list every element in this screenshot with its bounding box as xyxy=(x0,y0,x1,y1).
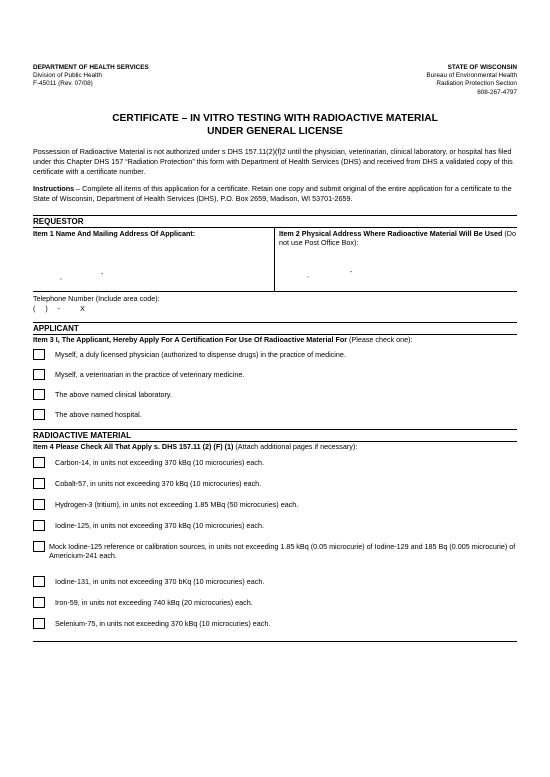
iodine-131-checkbox[interactable] xyxy=(33,576,45,587)
instructions-label: Instructions xyxy=(33,184,75,194)
hospital-label: The above named hospital. xyxy=(55,410,142,420)
state-name: STATE OF WISCONSIN xyxy=(447,64,517,71)
mock-iodine-125-checkbox[interactable] xyxy=(33,541,45,552)
zip-dash: - xyxy=(101,270,104,278)
telephone-format: ( ) - X xyxy=(33,303,85,313)
item4-title: Item 4 Please Check All That Apply s. DHS 157.11 (2) (F) (1) xyxy=(33,442,234,452)
cobalt-57-checkbox[interactable] xyxy=(33,478,45,489)
applicant-option xyxy=(33,409,517,429)
header-left xyxy=(33,64,149,97)
material-option xyxy=(33,576,517,597)
item1-label: Item 1 Name And Mailing Address Of Applicant: xyxy=(33,228,196,238)
radioactive-heading: RADIOACTIVE MATERIAL xyxy=(33,431,132,441)
material-option xyxy=(33,541,517,576)
instructions-paragraph xyxy=(33,184,517,204)
carbon-14-label: Carbon-14, in units not exceeding 370 kBq (10 microcuries) each. xyxy=(55,457,264,467)
iodine-125-checkbox[interactable] xyxy=(33,520,45,531)
form-header xyxy=(33,64,517,97)
phone-number: 608-267-4797 xyxy=(477,88,517,96)
item3-note: (Please check one): xyxy=(347,334,413,344)
material-option xyxy=(33,597,517,618)
physician-checkbox[interactable] xyxy=(33,349,45,360)
form-title xyxy=(33,112,517,139)
item4-note: (Attach additional pages if necessary): xyxy=(233,442,358,452)
material-option xyxy=(33,618,517,639)
title-line-1: CERTIFICATE – IN VITRO TESTING WITH RADIOACTIVE MATERIAL xyxy=(112,112,438,124)
applicant-option xyxy=(33,389,517,409)
clinical-laboratory-checkbox[interactable] xyxy=(33,389,45,400)
item4-label xyxy=(33,442,517,451)
material-option xyxy=(33,499,517,520)
physical-address-field[interactable] xyxy=(275,228,517,291)
hydrogen-3-checkbox[interactable] xyxy=(33,499,45,510)
carbon-14-checkbox[interactable] xyxy=(33,457,45,468)
header-right xyxy=(426,64,517,97)
hydrogen-3-label: Hydrogen-3 (tritium), in units not exceeding 1.85 MBq (50 microcuries) each. xyxy=(55,499,299,509)
division-name: Division of Public Health xyxy=(33,72,102,80)
item2-note: (Do not use Post Office Box): xyxy=(279,228,516,248)
telephone-field[interactable] xyxy=(33,292,517,322)
applicant-option xyxy=(33,349,517,369)
material-option xyxy=(33,457,517,478)
veterinarian-checkbox[interactable] xyxy=(33,369,45,380)
intro-paragraph: Possession of Radioactive Material is not authorized under s DHS 157.11(2)(f)2 until the physician, veterinarian, clinical laboratory, or hospital has filed under this Chapter DHS 157 “Radiation Protection” this form with Department of Health Services (DHS) and received from DHS a validated copy of this certificate with a certificate number. xyxy=(33,147,513,177)
physical-zip-dash: - xyxy=(350,268,353,276)
item2-title: Item 2 Physical Address Where Radioactive Material Will Be Used xyxy=(279,228,503,238)
applicant-option xyxy=(33,369,517,389)
requestor-heading: REQUESTOR xyxy=(33,216,84,226)
radioactive-options xyxy=(33,452,517,639)
instructions-text: – Complete all items of this application for a certificate. Retain one copy and submit original of the entire application for a certificate to the State of Wisconsin, Department of Health Services (DHS), P.O. Box 2659, Madison, WI 53701-2659. xyxy=(33,184,512,203)
telephone-label: Telephone Number (Include area code): xyxy=(33,293,160,303)
iodine-125-label: Iodine-125, in units not exceeding 370 kBq (10 microcuries) each. xyxy=(55,520,264,530)
hospital-checkbox[interactable] xyxy=(33,409,45,420)
requestor-address-row xyxy=(33,228,517,291)
selenium-75-checkbox[interactable] xyxy=(33,618,45,629)
cobalt-57-label: Cobalt-57, in units not exceeding 370 kBq (10 microcuries) each. xyxy=(55,478,262,488)
form-number: F-45011 (Rev. 07/08) xyxy=(33,80,93,88)
applicant-options xyxy=(33,344,517,429)
physician-label: Myself, a duly licensed physician (authorized to dispense drugs) in the practice of medicine. xyxy=(55,350,346,360)
city-state-comma: , xyxy=(60,273,62,281)
iodine-131-label: Iodine-131, in units not exceeding 370 bKq (10 microcuries) each. xyxy=(55,576,265,586)
selenium-75-label: Selenium-75, in units not exceeding 370 kBq (10 microcuries) each. xyxy=(55,618,271,628)
department-name: DEPARTMENT OF HEALTH SERVICES xyxy=(33,64,149,71)
veterinarian-label: Myself, a veterinarian in the practice of veterinary medicine. xyxy=(55,370,245,380)
clinical-laboratory-label: The above named clinical laboratory. xyxy=(55,390,172,400)
section-name: Radiation Protection Section xyxy=(436,80,517,88)
item2-label xyxy=(279,229,517,248)
bureau-name: Bureau of Environmental Health xyxy=(426,72,517,80)
item3-label xyxy=(33,335,517,344)
applicant-heading: APPLICANT xyxy=(33,323,79,333)
item3-title: Item 3 I, The Applicant, Hereby Apply For A Certification For Use Of Radioactive Material For xyxy=(33,334,348,344)
iron-59-label: Iron-59, in units not exceeding 740 kBq (20 microcuries) each. xyxy=(55,597,253,607)
material-option xyxy=(33,478,517,499)
form-bottom-rule xyxy=(33,641,517,642)
applicant-address-field[interactable] xyxy=(33,228,275,291)
physical-city-state-comma: , xyxy=(307,271,309,279)
mock-iodine-125-label: Mock Iodine-125 reference or calibration sources, in units not exceeding 1.85 kBq (0.05 microcurie) of Iodine-129 and 185 Bq (0.005 microcurie) of Americium-241 each. xyxy=(49,541,516,561)
title-line-2: UNDER GENERAL LICENSE xyxy=(207,126,343,137)
iron-59-checkbox[interactable] xyxy=(33,597,45,608)
material-option xyxy=(33,520,517,541)
